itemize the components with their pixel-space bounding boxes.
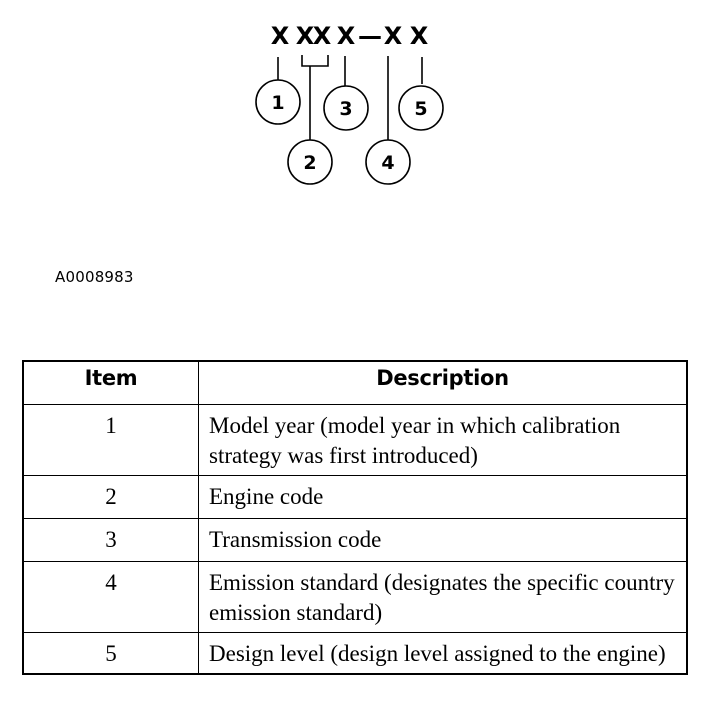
row-item: 4 <box>23 562 199 633</box>
row-description: Transmission code <box>199 519 688 562</box>
bracket-2 <box>302 55 328 66</box>
code-dash: — <box>358 22 382 50</box>
code-char-2: X <box>295 22 315 50</box>
header-item: Item <box>23 361 199 405</box>
legend-table <box>22 360 688 675</box>
row-item: 3 <box>23 519 199 562</box>
row-description: Model year (model year in which calibration strategy was first introduced) <box>199 405 688 476</box>
table-row <box>23 476 687 519</box>
code-char-5: X <box>383 22 403 50</box>
row-item: 1 <box>23 405 199 476</box>
callout-label-2: 2 <box>303 152 317 174</box>
calibration-code-diagram <box>0 0 704 260</box>
code-char-6: X <box>409 22 429 50</box>
row-description: Engine code <box>199 476 688 519</box>
header-description: Description <box>199 361 688 405</box>
row-item: 5 <box>23 633 199 675</box>
callout-label-3: 3 <box>339 98 353 120</box>
callout-label-1: 1 <box>271 92 285 114</box>
code-char-3: X <box>312 22 332 50</box>
table-row <box>23 405 687 476</box>
table-row <box>23 633 687 675</box>
callout-label-5: 5 <box>414 98 428 120</box>
row-description: Emission standard (designates the specific country emission standard) <box>199 562 688 633</box>
callout-label-4: 4 <box>381 152 395 174</box>
row-description: Design level (design level assigned to the engine) <box>199 633 688 675</box>
table-row <box>23 519 687 562</box>
table-header-row <box>23 361 687 405</box>
figure-id: A0008983 <box>55 268 134 286</box>
code-char-1: X <box>270 22 290 50</box>
table-row <box>23 562 687 633</box>
row-item: 2 <box>23 476 199 519</box>
code-char-4: X <box>336 22 356 50</box>
